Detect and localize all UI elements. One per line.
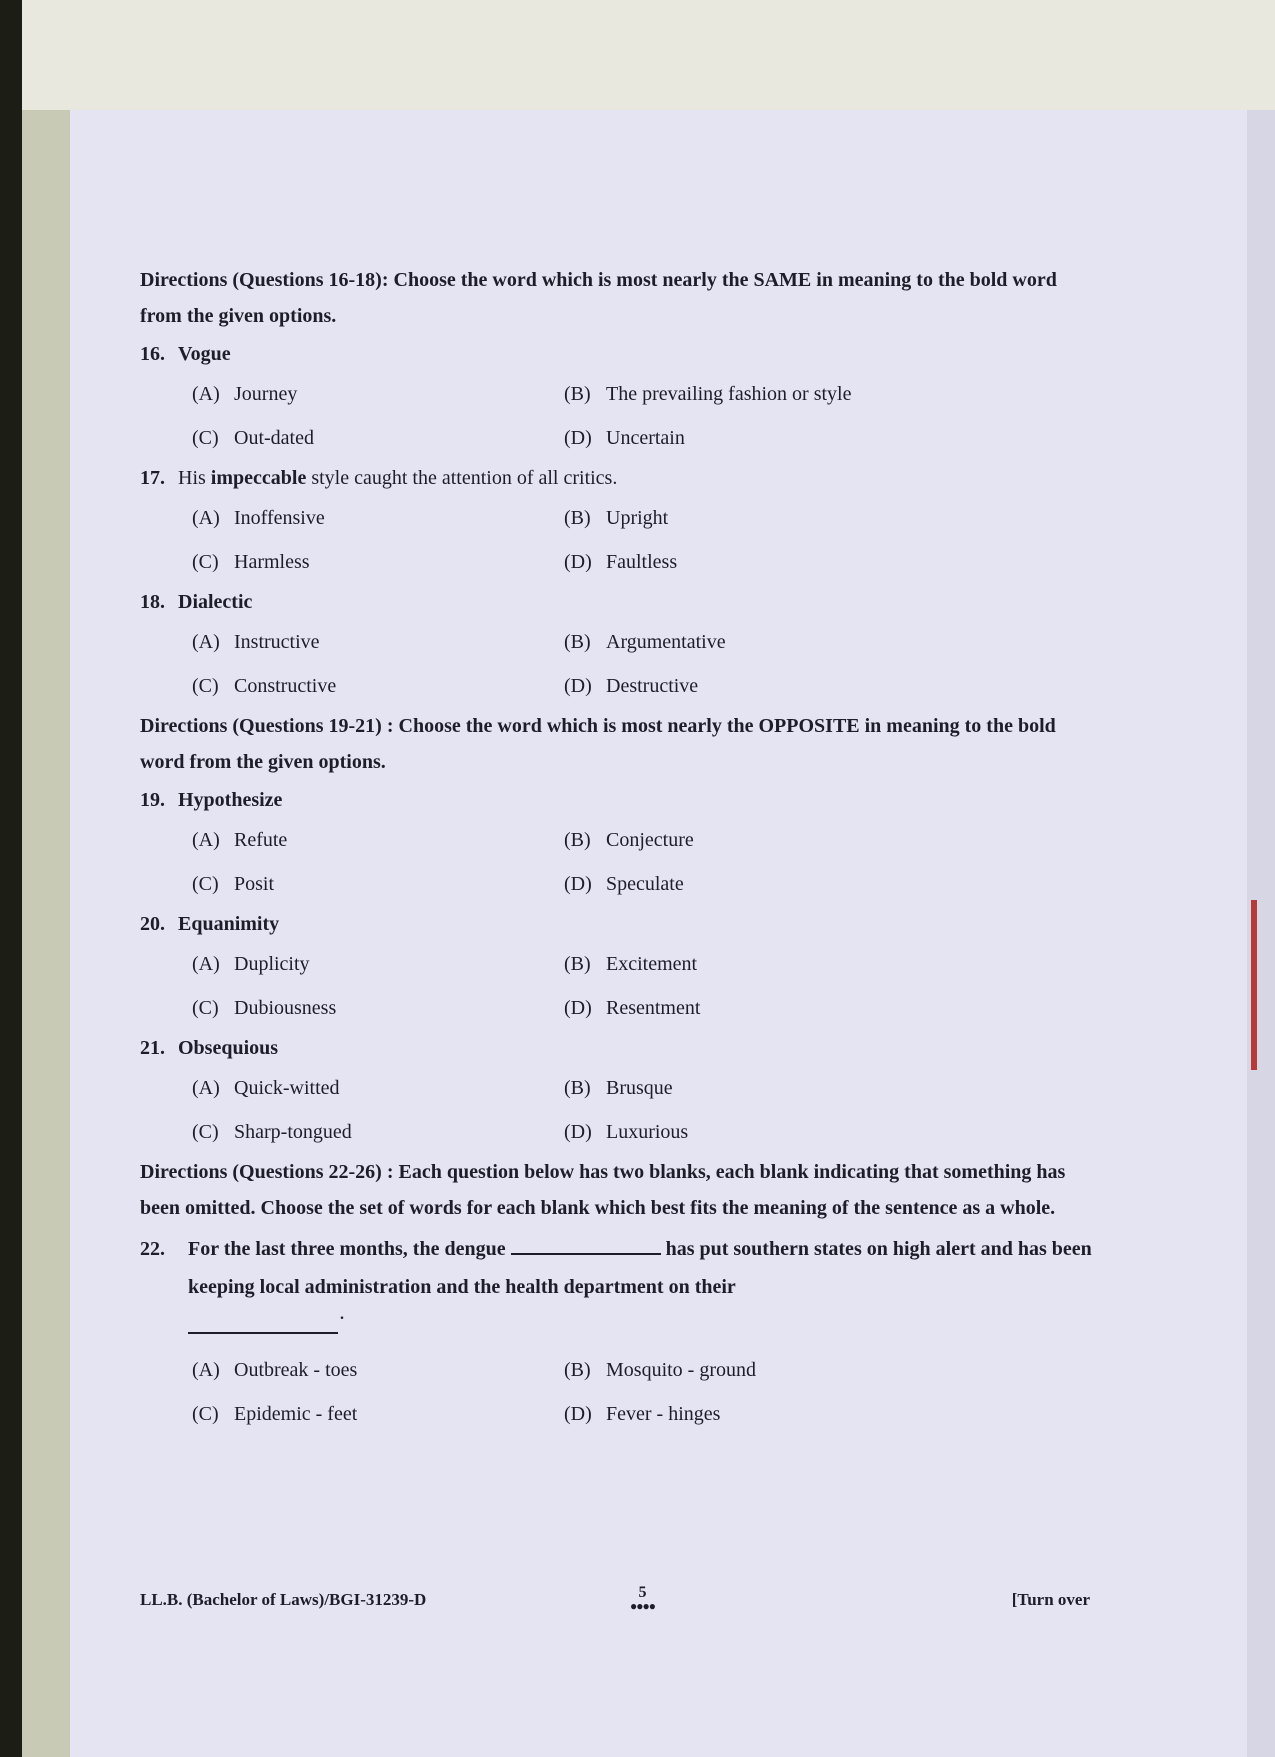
option-letter: (A) — [192, 631, 220, 653]
option-d — [564, 664, 1064, 708]
option-letter: (A) — [192, 507, 220, 529]
option-text: Journey — [234, 383, 298, 405]
page-number: 5 — [638, 1584, 647, 1601]
option-d — [564, 540, 1064, 584]
option-text: Out-dated — [234, 427, 314, 449]
option-c — [192, 1392, 564, 1436]
question-word: Hypothesize — [178, 789, 283, 811]
option-text: Brusque — [606, 1077, 673, 1099]
question-number: 21. — [140, 1037, 165, 1059]
option-letter: (A) — [192, 1077, 220, 1099]
option-b — [564, 1348, 1064, 1392]
turn-over-label: [Turn over — [1011, 1590, 1090, 1609]
question-text-part2: has put southern states on high alert and has been keeping local administration and the health department on their — [188, 1238, 1092, 1298]
question-21 — [140, 1030, 1100, 1066]
option-c — [192, 664, 564, 708]
red-edge-mark — [1251, 900, 1257, 1070]
option-letter: (A) — [192, 1359, 220, 1381]
question-number: 18. — [140, 591, 165, 613]
option-text: Faultless — [606, 551, 678, 573]
option-letter: (B) — [564, 631, 591, 653]
option-text: Excitement — [606, 953, 698, 975]
option-a — [192, 818, 564, 862]
option-text: Harmless — [234, 551, 310, 573]
paper-code: LL.B. (Bachelor of Laws)/BGI-31239-D — [140, 1590, 427, 1609]
options-17 — [140, 496, 1100, 584]
question-number: 17. — [140, 467, 165, 489]
option-a — [192, 1348, 564, 1392]
option-text: Argumentative — [606, 631, 726, 653]
question-16 — [140, 336, 1100, 372]
scan-left-margin — [22, 0, 70, 1757]
option-a — [192, 496, 564, 540]
option-text: Destructive — [606, 675, 699, 697]
option-letter: (C) — [192, 873, 219, 895]
option-text: Instructive — [234, 631, 320, 653]
option-letter: (B) — [564, 829, 591, 851]
option-b — [564, 1066, 1064, 1110]
answer-blank-2 — [188, 1306, 344, 1334]
options-19 — [140, 818, 1100, 906]
question-number: 20. — [140, 913, 165, 935]
option-letter: (B) — [564, 953, 591, 975]
question-17 — [140, 460, 1100, 496]
option-c — [192, 862, 564, 906]
option-text: Quick-witted — [234, 1077, 340, 1099]
question-word: Vogue — [178, 343, 231, 365]
option-a — [192, 620, 564, 664]
option-letter: (B) — [564, 1077, 591, 1099]
option-c — [192, 1110, 564, 1154]
option-text: Inoffensive — [234, 507, 325, 529]
option-c — [192, 986, 564, 1030]
option-letter: (D) — [564, 1121, 592, 1143]
option-d — [564, 1392, 1064, 1436]
option-text: Fever - hinges — [606, 1403, 721, 1425]
question-text-part1: For the last three months, the dengue — [188, 1238, 506, 1260]
option-text: Posit — [234, 873, 275, 895]
option-letter: (D) — [564, 427, 592, 449]
option-text: Mosquito - ground — [606, 1359, 756, 1381]
question-text-pre: His — [178, 467, 211, 489]
option-d — [564, 416, 1064, 460]
option-text: Constructive — [234, 675, 337, 697]
option-letter: (C) — [192, 675, 219, 697]
directions-22-26: Directions (Questions 22-26) : Each question below has two blanks, each blank indicating that something has been omitted. Choose the set of words for each blank which best fits the meaning of the sentence as a whole. — [140, 1161, 1066, 1219]
directions-19-21: Directions (Questions 19-21) : Choose the word which is most nearly the OPPOSITE in meaning to the bold word from the given options. — [140, 715, 1056, 773]
option-letter: (C) — [192, 1121, 219, 1143]
question-word: Obsequious — [178, 1037, 279, 1059]
question-18 — [140, 584, 1100, 620]
sentence-end: . — [340, 1306, 344, 1323]
option-d — [564, 986, 1064, 1030]
option-b — [564, 942, 1064, 986]
page-number-block — [630, 1584, 655, 1613]
question-word: Dialectic — [178, 591, 253, 613]
option-a — [192, 1066, 564, 1110]
options-22 — [140, 1348, 1100, 1436]
scan-top-margin — [22, 0, 1275, 110]
question-19 — [140, 782, 1100, 818]
option-text: Uncertain — [606, 427, 685, 449]
option-c — [192, 416, 564, 460]
options-18 — [140, 620, 1100, 708]
option-a — [192, 372, 564, 416]
option-text: The prevailing fashion or style — [606, 383, 852, 405]
option-letter: (B) — [564, 507, 591, 529]
option-letter: (C) — [192, 427, 219, 449]
options-20 — [140, 942, 1100, 1030]
question-number: 16. — [140, 343, 165, 365]
option-text: Upright — [606, 507, 669, 529]
option-b — [564, 372, 1064, 416]
option-text: Outbreak - toes — [234, 1359, 358, 1381]
option-text: Resentment — [606, 997, 701, 1019]
option-d — [564, 862, 1064, 906]
question-20 — [140, 906, 1100, 942]
option-letter: (D) — [564, 1403, 592, 1425]
option-letter: (C) — [192, 551, 219, 573]
option-text: Luxurious — [606, 1121, 689, 1143]
option-text: Dubiousness — [234, 997, 337, 1019]
options-16 — [140, 372, 1100, 460]
option-text: Conjecture — [606, 829, 694, 851]
option-text: Speculate — [606, 873, 684, 895]
option-letter: (A) — [192, 829, 220, 851]
option-letter: (B) — [564, 1359, 591, 1381]
option-text: Epidemic - feet — [234, 1403, 358, 1425]
option-a — [192, 942, 564, 986]
question-number: 19. — [140, 789, 165, 811]
directions-16-18: Directions (Questions 16-18): Choose the word which is most nearly the SAME in meaning to the bold word from the given options. — [140, 269, 1057, 327]
option-letter: (D) — [564, 551, 592, 573]
option-letter: (D) — [564, 675, 592, 697]
option-letter: (D) — [564, 873, 592, 895]
answer-blank-1 — [511, 1235, 661, 1255]
option-text: Sharp-tongued — [234, 1121, 352, 1143]
question-word: Equanimity — [178, 913, 280, 935]
page-dots: ●●●● — [630, 1599, 655, 1613]
option-text: Duplicity — [234, 953, 310, 975]
option-d — [564, 1110, 1064, 1154]
option-b — [564, 620, 1064, 664]
question-word: impeccable — [210, 467, 307, 489]
question-text-post: style caught the attention of all critics. — [306, 467, 618, 489]
option-letter: (B) — [564, 383, 591, 405]
scan-left-edge — [0, 0, 22, 1757]
options-21 — [140, 1066, 1100, 1154]
page-content — [140, 262, 1100, 1436]
option-text: Refute — [234, 829, 288, 851]
option-b — [564, 818, 1064, 862]
option-letter: (A) — [192, 953, 220, 975]
option-letter: (D) — [564, 997, 592, 1019]
option-c — [192, 540, 564, 584]
option-b — [564, 496, 1064, 540]
option-letter: (A) — [192, 383, 220, 405]
question-number: 22. — [140, 1238, 165, 1260]
option-letter: (C) — [192, 997, 219, 1019]
question-22 — [140, 1230, 1100, 1306]
option-letter: (C) — [192, 1403, 219, 1425]
